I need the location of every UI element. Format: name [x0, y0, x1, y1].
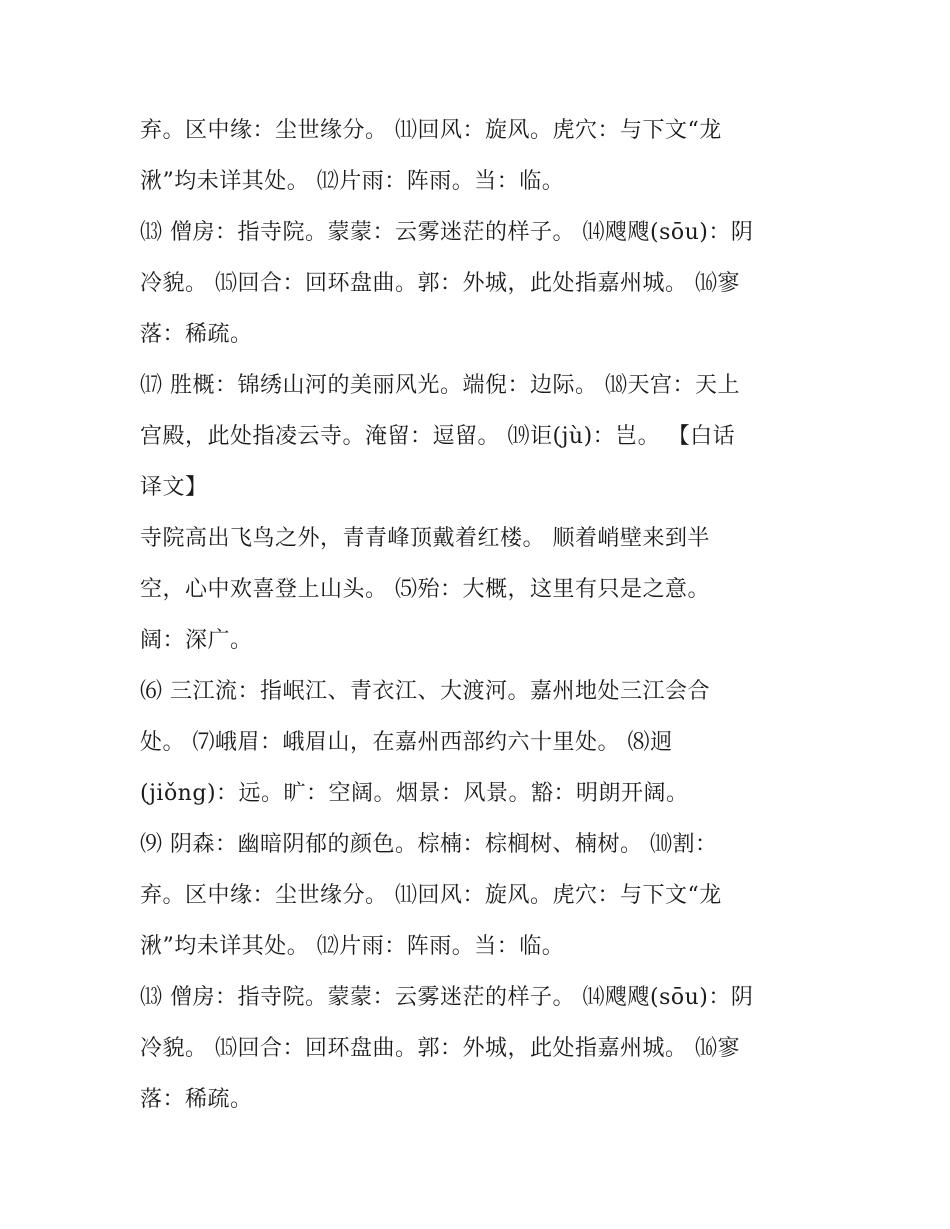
text-line: 落：稀疏。	[140, 1087, 253, 1112]
text-line: 弃。区中缘：尘世缘分。 ⑾回风：旋风。虎穴：与下文“龙	[140, 118, 722, 143]
annotation-text-block	[140, 105, 820, 1125]
text-line: 寺院高出飞鸟之外，青青峰顶戴着红楼。 顺着峭壁来到半	[140, 526, 710, 551]
text-line: ⑹ 三江流：指岷江、青衣江、大渡河。嘉州地处三江会合	[140, 679, 710, 704]
text-line: 落：稀疏。	[140, 322, 253, 347]
text-line: 冷貌。 ⒂回合：回环盘曲。郭：外城，此处指嘉州城。 ⒃寥	[140, 1036, 740, 1061]
text-line: ⑼ 阴森：幽暗阴郁的颜色。棕楠：棕榈树、楠树。 ⑽割：	[140, 832, 718, 857]
text-line: 弃。区中缘：尘世缘分。 ⑾回风：旋风。虎穴：与下文“龙	[140, 883, 722, 908]
text-line: 湫”均未详其处。 ⑿片雨：阵雨。当：临。	[140, 934, 565, 959]
text-line: 译文】	[140, 475, 208, 500]
text-line: 处。 ⑺峨眉：峨眉山，在嘉州西部约六十里处。 ⑻迥	[140, 730, 673, 755]
text-line: (jiǒng)：远。旷：空阔。烟景：风景。豁：明朗开阔。	[140, 781, 689, 806]
text-line: ⒀ 僧房：指寺院。蒙蒙：云雾迷茫的样子。 ⒁飕飕(sōu)：阴	[140, 985, 754, 1010]
text-line: 空，心中欢喜登上山头。 ⑸殆：大概，这里有只是之意。	[140, 577, 710, 602]
text-line: ⒄ 胜概：锦绣山河的美丽风光。端倪：边际。 ⒅天宫：天上	[140, 373, 740, 398]
text-line: 湫”均未详其处。 ⑿片雨：阵雨。当：临。	[140, 169, 565, 194]
text-line: 冷貌。 ⒂回合：回环盘曲。郭：外城，此处指嘉州城。 ⒃寥	[140, 271, 740, 296]
text-line: 宫殿，此处指凌云寺。淹留：逗留。 ⒆讵(jù)：岂。 【白话	[140, 424, 736, 449]
text-line: ⒀ 僧房：指寺院。蒙蒙：云雾迷茫的样子。 ⒁飕飕(sōu)：阴	[140, 220, 754, 245]
text-line: 阔：深广。	[140, 628, 253, 653]
